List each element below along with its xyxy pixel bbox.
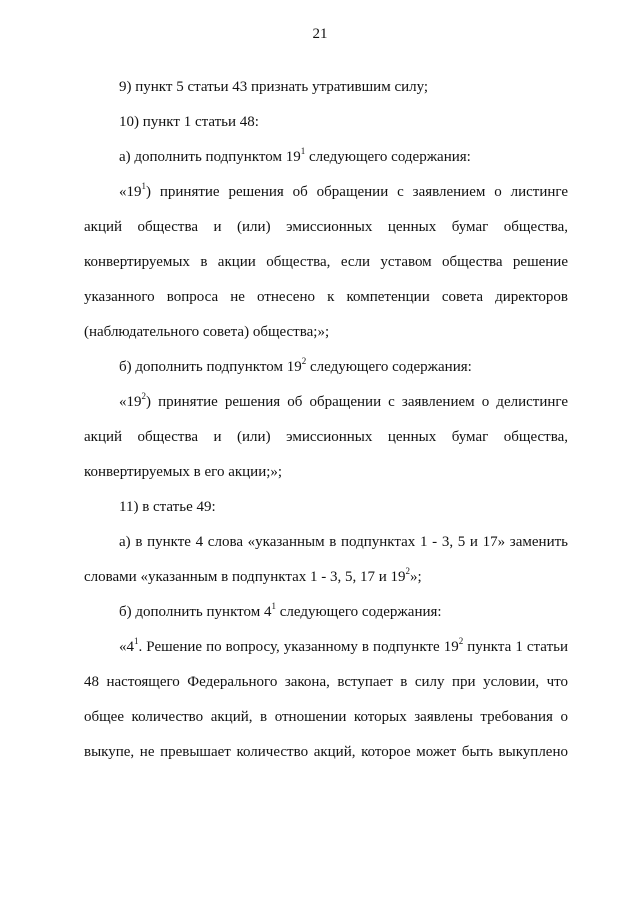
paragraph-subitem-a xyxy=(84,140,568,175)
paragraph-item-9: 9) пункт 5 статьи 43 признать утратившим силу; xyxy=(119,79,429,95)
superscript: 1 xyxy=(271,601,276,611)
paragraph-item-11: 11) в статье 49: xyxy=(119,499,216,515)
text-segment: следующего содержания: xyxy=(305,149,471,165)
text-segment: «19 xyxy=(119,394,142,410)
text-segment: . Решение по вопросу, указанному в подпункте 19 xyxy=(138,639,459,655)
superscript: 2 xyxy=(301,356,307,366)
paragraph-quote-4-1 xyxy=(84,630,568,770)
text-segment: пункта 1 статьи 48 настоящего Федерального закона, вступает в силу при условии, что общее количество акций, в отношении которых заявлены требования о выкупе, не превышает количество акций, которое может быть выкуплено xyxy=(84,639,568,760)
text-segment: б) дополнить пунктом 4 xyxy=(119,604,272,620)
page-number: 21 xyxy=(312,26,328,42)
paragraph-item-10: 10) пункт 1 статьи 48: xyxy=(119,114,259,130)
document-body xyxy=(84,70,568,770)
paragraph-subitem-b-49 xyxy=(84,595,568,630)
superscript: 2 xyxy=(458,636,464,646)
superscript: 1 xyxy=(141,181,146,191)
text-segment: «19 xyxy=(119,184,142,200)
text-segment: «4 xyxy=(119,639,134,655)
paragraph-subitem-a-49 xyxy=(84,525,568,595)
paragraph-quote-19-2 xyxy=(84,385,568,490)
text-segment: а) в пункте 4 слова «указанным в подпунктах 1 - 3, 5 и 17» заменить словами «указанным в подпунктах 1 - 3, 5, 17 и 19 xyxy=(84,534,568,585)
superscript: 2 xyxy=(405,566,411,576)
text-segment: следующего содержания: xyxy=(306,359,472,375)
text-segment: ) принятие решения об обращении с заявлением о делистинге акций общества и (или) эмиссионных ценных бумаг общества, конвертируемых в его акции;»; xyxy=(84,394,568,480)
text-segment: б) дополнить подпунктом 19 xyxy=(119,359,302,375)
paragraph-quote-19-1 xyxy=(84,175,568,350)
text-segment: »; xyxy=(410,569,422,585)
text-segment: ) принятие решения об обращении с заявлением о листинге акций общества и (или) эмиссионных ценных бумаг общества, конвертируемых в акции общества, если уставом общества решение указанного вопроса не отнесено к компетенции совета директоров (наблюдательного совета) общества;»; xyxy=(84,184,568,340)
text-segment: следующего содержания: xyxy=(275,604,442,620)
superscript: 1 xyxy=(134,636,139,646)
superscript: 1 xyxy=(300,146,306,156)
paragraph-subitem-b xyxy=(84,350,568,385)
superscript: 2 xyxy=(141,391,146,401)
text-segment: а) дополнить подпунктом 19 xyxy=(119,149,301,165)
